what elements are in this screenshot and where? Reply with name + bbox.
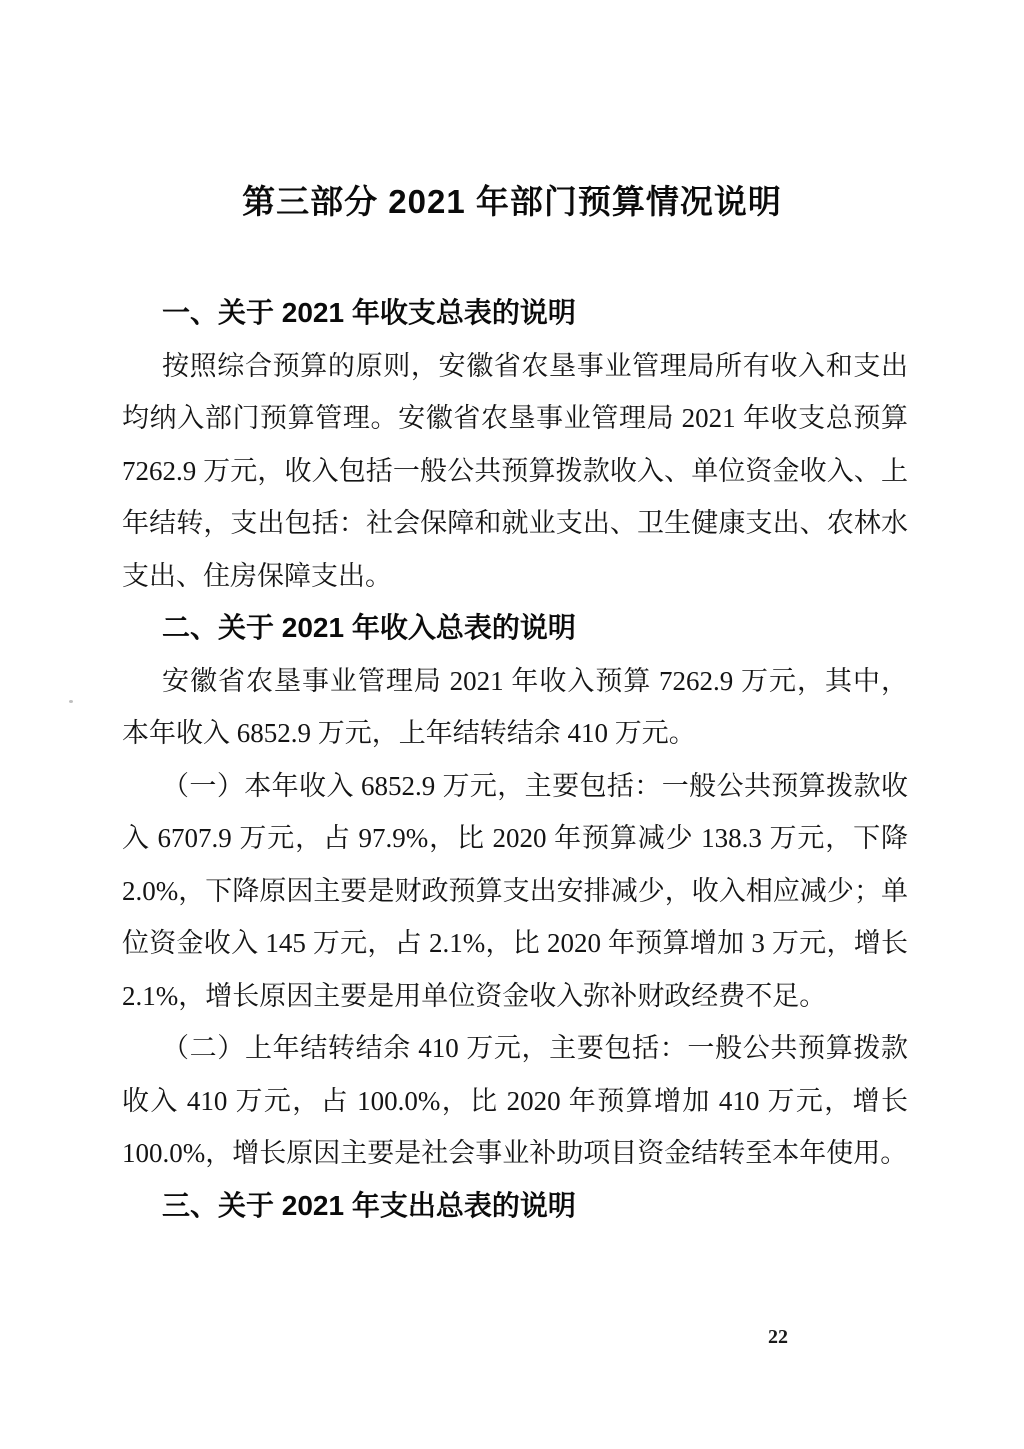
document-body [122,287,908,1232]
page-number: 22 [768,1326,788,1348]
paragraph-current-year-income: （一）本年收入 6852.9 万元，主要包括：一般公共预算拨款收入 6707.9 万元，占 97.9%，比 2020 年预算减少 138.3 万元，下降 2.0%，下降原因主要是财政预算支出安排减少，收入相应减少；单位资金收入 145 万元，占 2.1%，比 2020 年预算增加 3 万元，增长 2.1%，增长原因主要是用单位资金收入弥补财政经费不足。 [122,770,908,1011]
section-heading-income-expense-summary: 一、关于 2021 年收支总表的说明 [162,297,576,328]
scan-speck [69,700,73,703]
section-heading-income-summary: 二、关于 2021 年收入总表的说明 [162,612,576,643]
paragraph-budget-overview: 按照综合预算的原则，安徽省农垦事业管理局所有收入和支出均纳入部门预算管理。安徽省农垦事业管理局 2021 年收支总预算 7262.9 万元，收入包括一般公共预算拨款收入、单位资金收入、上年结转，支出包括：社会保障和就业支出、卫生健康支出、农林水支出、住房保障支出。 [122,350,908,591]
paragraph-income-total: 安徽省农垦事业管理局 2021 年收入预算 7262.9 万元，其中，本年收入 6852.9 万元，上年结转结余 410 万元。 [122,665,908,748]
section-heading-expenditure-summary: 三、关于 2021 年支出总表的说明 [162,1189,576,1221]
paragraph-carryover-balance: （二）上年结转结余 410 万元，主要包括：一般公共预算拨款收入 410 万元，占 100.0%，比 2020 年预算增加 410 万元，增长 100.0%，增长原因主要是社会事业补助项目资金结转至本年使用。 [122,1033,908,1168]
document-title: 第三部分 2021 年部门预算情况说明 [242,183,782,220]
